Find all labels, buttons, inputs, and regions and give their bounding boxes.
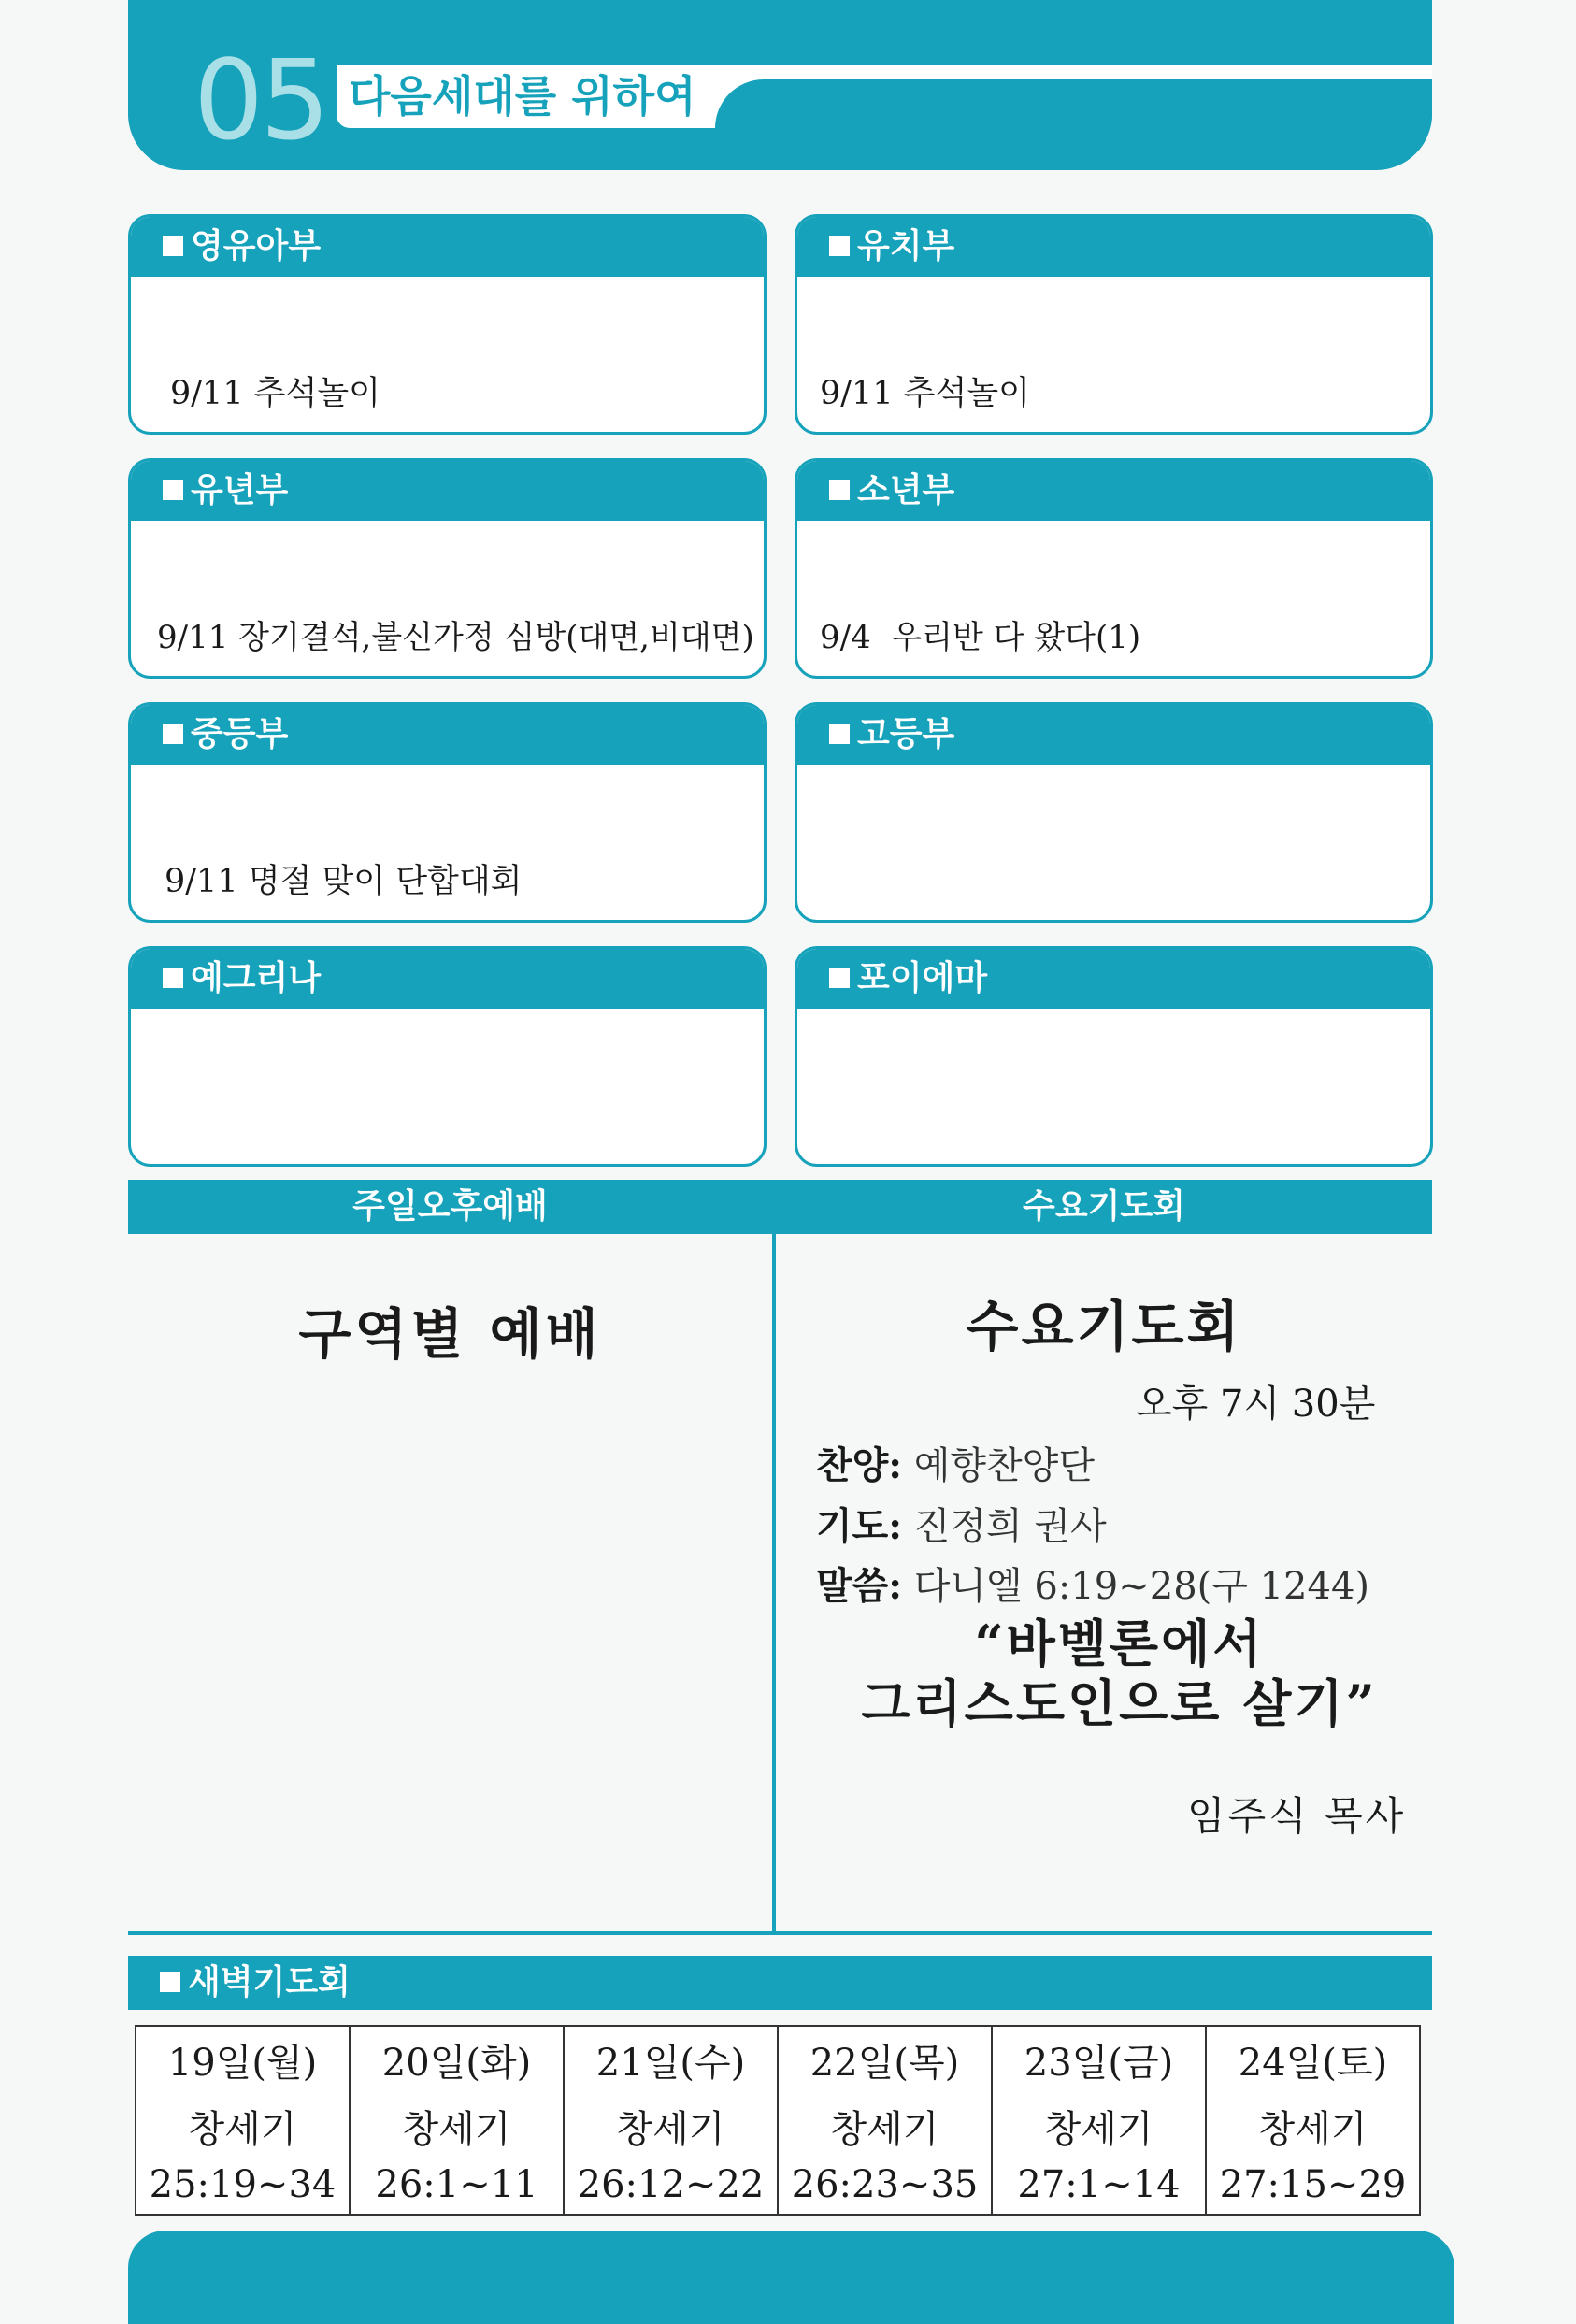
dept-card-header — [797, 461, 1430, 521]
book-cell: 창세기 — [1206, 2092, 1420, 2156]
verse-cell: 25:19~34 — [136, 2156, 350, 2215]
dept-card-header — [131, 217, 764, 277]
dept-card-header — [131, 705, 764, 765]
day-cell: 19일(월) — [136, 2026, 350, 2092]
section-number: 05 — [193, 36, 327, 165]
dept-schedule — [131, 521, 764, 679]
dawn-prayer-label: 새벽기도회 — [188, 1963, 351, 2001]
book-cell: 창세기 — [136, 2092, 350, 2156]
verse-cell: 26:1~11 — [350, 2156, 564, 2215]
day-cell: 20일(화) — [350, 2026, 564, 2092]
dept-card-header — [131, 949, 764, 1009]
wednesday-service-time: 오후 7시 30분 — [1136, 1383, 1376, 1426]
page-title: 다음세대를 위하여 — [349, 71, 696, 122]
dept-name: 소년부 — [857, 471, 955, 509]
verse-cell: 27:1~14 — [992, 2156, 1206, 2215]
dept-name: 유치부 — [857, 227, 955, 265]
dept-card-header — [797, 217, 1430, 277]
sermon-title-line: “바벨론에서 — [974, 1614, 1265, 1673]
book-cell: 창세기 — [778, 2092, 992, 2156]
section-divider-horizontal — [128, 1931, 1432, 1935]
praise-value: 예향찬양단 — [913, 1444, 1095, 1487]
dept-schedule — [797, 765, 1430, 923]
square-bullet-icon — [163, 968, 183, 988]
schedule-line: 9/11 명절 맞이 단합대회 — [165, 863, 523, 900]
page-footer-bar — [128, 2231, 1454, 2324]
day-cell: 23일(금) — [992, 2026, 1206, 2092]
dept-card-elementary-lower — [128, 458, 767, 679]
word-row — [816, 1557, 1369, 1610]
dept-card-infant — [128, 214, 767, 435]
verse-cell: 26:12~22 — [564, 2156, 778, 2215]
schedule-line — [824, 860, 1430, 881]
dept-card-poiema — [795, 946, 1433, 1167]
schedule-line: 9/11 추석놀이 — [820, 375, 1030, 412]
header-title-box-curve — [715, 79, 1432, 128]
dept-name: 포이에마 — [857, 959, 988, 997]
sunday-service-title: 구역별 예배 — [298, 1302, 602, 1366]
square-bullet-icon — [160, 1972, 180, 1992]
schedule-line: 9/11 장기결석,불신가정 심방(대면,비대면) — [157, 619, 754, 656]
praise-row — [816, 1436, 1095, 1489]
verse-cell: 27:15~29 — [1206, 2156, 1420, 2215]
verse-cell: 26:23~35 — [778, 2156, 992, 2215]
sermon-title-line: 그리스도인으로 살기” — [861, 1673, 1378, 1733]
dept-card-middle-school — [128, 702, 767, 923]
dept-schedule — [797, 1009, 1430, 1167]
dept-card-kindergarten — [795, 214, 1433, 435]
dept-card-high-school — [795, 702, 1433, 923]
day-cell: 22일(목) — [778, 2026, 992, 2092]
dept-card-header — [131, 461, 764, 521]
square-bullet-icon — [829, 968, 850, 988]
prayer-label: 기도: — [816, 1504, 903, 1548]
dept-schedule — [131, 1009, 764, 1167]
dept-card-elementary-upper — [795, 458, 1433, 679]
square-bullet-icon — [163, 724, 183, 744]
book-cell: 창세기 — [564, 2092, 778, 2156]
book-cell: 창세기 — [992, 2092, 1206, 2156]
wednesday-service-title: 수요기도회 — [966, 1295, 1242, 1358]
book-cell: 창세기 — [350, 2092, 564, 2156]
square-bullet-icon — [163, 236, 183, 256]
dept-schedule — [131, 765, 764, 923]
dept-name: 유년부 — [191, 471, 289, 509]
dept-name: 영유아부 — [191, 227, 322, 265]
square-bullet-icon — [829, 724, 850, 744]
sunday-service-bar: 주일오후예배 — [128, 1180, 772, 1234]
day-cell: 24일(토) — [1206, 2026, 1420, 2092]
dept-name: 중등부 — [191, 715, 289, 753]
square-bullet-icon — [829, 236, 850, 256]
wednesday-service-bar: 수요기도회 — [776, 1180, 1432, 1234]
dept-name: 예그리나 — [191, 959, 322, 997]
sermon-title — [776, 1614, 1463, 1733]
square-bullet-icon — [829, 480, 850, 500]
dept-card-header — [797, 705, 1430, 765]
dept-card-header — [797, 949, 1430, 1009]
dept-schedule — [797, 277, 1430, 435]
dept-schedule — [797, 521, 1430, 679]
schedule-line: 9/4 우리반 다 왔다(1) — [820, 619, 1141, 656]
square-bullet-icon — [163, 480, 183, 500]
word-label: 말씀: — [816, 1564, 903, 1608]
dept-schedule — [131, 277, 764, 435]
pastor-name: 임주식 목사 — [1187, 1793, 1407, 1839]
schedule-line — [159, 1104, 764, 1125]
page-header — [128, 0, 1432, 170]
prayer-value: 진정희 권사 — [913, 1505, 1107, 1548]
dept-name: 고등부 — [857, 715, 955, 753]
dept-card-yegrina — [128, 946, 767, 1167]
prayer-row — [816, 1497, 1107, 1550]
day-cell: 21일(수) — [564, 2026, 778, 2092]
word-value: 다니엘 6:19~28(구 1244) — [913, 1565, 1370, 1608]
schedule-line — [824, 1104, 1430, 1125]
dawn-prayer-table — [135, 2025, 1421, 2216]
praise-label: 찬양: — [816, 1443, 903, 1487]
dawn-prayer-bar — [128, 1956, 1432, 2010]
schedule-line: 9/11 추석놀이 — [170, 375, 380, 412]
